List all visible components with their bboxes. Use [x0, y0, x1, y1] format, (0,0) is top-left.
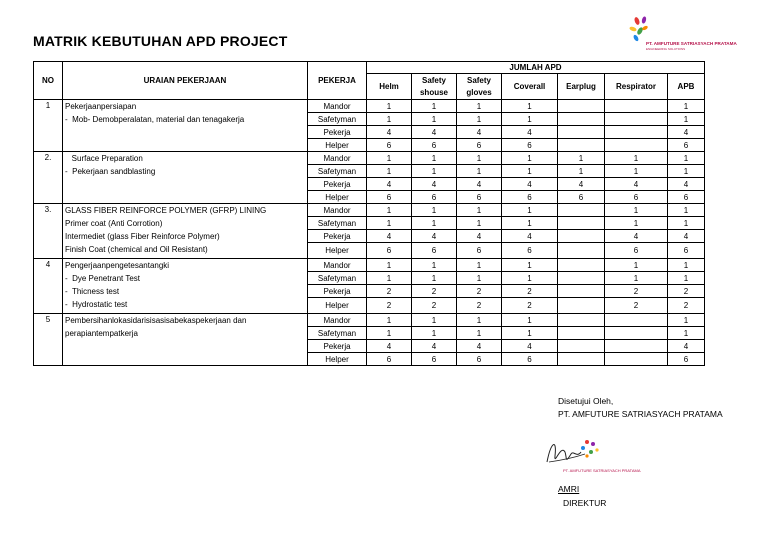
- apd-count-cell: [605, 314, 668, 327]
- apd-count-cell: 4: [502, 178, 558, 191]
- description-line: - Mob- Demobperalatan, material dan tenagakerja: [65, 115, 245, 124]
- worker-role: Helper: [308, 139, 367, 152]
- apd-count-cell: 6: [457, 139, 502, 152]
- header-uraian: URAIAN PEKERJAAN: [63, 62, 308, 100]
- group-number: 5: [34, 314, 63, 366]
- apd-matrix-table: [33, 61, 705, 366]
- header-apd-6: [668, 74, 705, 100]
- group-description: [63, 100, 308, 152]
- apd-count-cell: 4: [558, 178, 605, 191]
- apd-count-cell: 6: [412, 139, 457, 152]
- worker-role: Safetyman: [308, 113, 367, 126]
- apd-count-cell: 1: [668, 113, 705, 126]
- apd-count-cell: 1: [457, 272, 502, 285]
- apd-count-cell: 1: [367, 204, 412, 217]
- description-line: Primer coat (Anti Corrotion): [65, 219, 163, 228]
- apd-count-cell: 6: [367, 243, 412, 259]
- approver-company: PT. AMFUTURE SATRIASYACH PRATAMA: [558, 409, 723, 419]
- worker-role: Pekerja: [308, 126, 367, 139]
- apd-count-cell: [558, 100, 605, 113]
- apd-count-cell: 4: [502, 230, 558, 243]
- worker-role: Safetyman: [308, 327, 367, 340]
- apd-count-cell: 1: [367, 327, 412, 340]
- apd-count-cell: [605, 340, 668, 353]
- apd-count-cell: 4: [367, 230, 412, 243]
- apd-count-cell: 6: [367, 353, 412, 366]
- apd-count-cell: 1: [457, 217, 502, 230]
- apd-count-cell: 1: [605, 272, 668, 285]
- header-apd-label: Coverall: [513, 81, 546, 91]
- apd-count-cell: 1: [412, 204, 457, 217]
- apd-count-cell: 6: [668, 191, 705, 204]
- apd-count-cell: 6: [558, 191, 605, 204]
- approved-by-text: Disetujui Oleh,: [558, 396, 614, 406]
- logo-company-text: PT. AMFUTURE SATRIASYACH PRATAMA: [646, 41, 737, 46]
- apd-count-cell: [558, 126, 605, 139]
- apd-count-cell: 2: [367, 285, 412, 298]
- apd-count-cell: 1: [457, 152, 502, 165]
- header-no: NO: [34, 62, 63, 100]
- logo-tagline-text: ENGINEERING SOLUTIONS: [646, 47, 686, 51]
- apd-count-cell: 4: [412, 178, 457, 191]
- table-body: [34, 100, 705, 366]
- apd-count-cell: 4: [412, 340, 457, 353]
- header-apd-4: [558, 74, 605, 100]
- apd-count-cell: 1: [457, 327, 502, 340]
- worker-role: Mandor: [308, 314, 367, 327]
- apd-count-cell: 2: [412, 298, 457, 314]
- table-row: [34, 259, 705, 272]
- header-apd-3: [502, 74, 558, 100]
- apd-count-cell: 1: [367, 100, 412, 113]
- header-apd-5: [605, 74, 668, 100]
- worker-role: Pekerja: [308, 230, 367, 243]
- description-line: GLASS FIBER REINFORCE POLYMER (GFRP) LINING: [65, 206, 267, 215]
- apd-count-cell: [558, 243, 605, 259]
- header-apd-label: shouse: [419, 87, 448, 97]
- description-line: - Hydrostatic test: [65, 300, 128, 309]
- apd-count-cell: 6: [457, 243, 502, 259]
- apd-count-cell: [605, 353, 668, 366]
- apd-count-cell: 1: [502, 327, 558, 340]
- apd-count-cell: [558, 314, 605, 327]
- apd-count-cell: 1: [605, 152, 668, 165]
- apd-count-cell: 1: [605, 217, 668, 230]
- apd-count-cell: [558, 139, 605, 152]
- description-line: Pekerjaanpersiapan: [65, 102, 137, 111]
- apd-count-cell: 1: [412, 327, 457, 340]
- apd-count-cell: [605, 126, 668, 139]
- group-number: 2.: [34, 152, 63, 204]
- apd-count-cell: [558, 353, 605, 366]
- handwritten-signature-icon: [543, 432, 663, 480]
- worker-role: Pekerja: [308, 285, 367, 298]
- apd-count-cell: 4: [457, 126, 502, 139]
- apd-count-cell: 1: [367, 113, 412, 126]
- apd-count-cell: [558, 298, 605, 314]
- apd-count-cell: 6: [502, 353, 558, 366]
- group-number: 1: [34, 100, 63, 152]
- apd-count-cell: 1: [668, 204, 705, 217]
- header-apd-2: [457, 74, 502, 100]
- apd-count-cell: 1: [502, 259, 558, 272]
- apd-count-cell: 6: [502, 243, 558, 259]
- apd-count-cell: 1: [367, 314, 412, 327]
- apd-count-cell: 4: [457, 230, 502, 243]
- apd-count-cell: 1: [502, 100, 558, 113]
- apd-count-cell: 4: [605, 178, 668, 191]
- apd-count-cell: 2: [502, 298, 558, 314]
- apd-count-cell: [558, 340, 605, 353]
- apd-count-cell: [605, 327, 668, 340]
- apd-count-cell: 1: [412, 259, 457, 272]
- apd-count-cell: 1: [502, 113, 558, 126]
- apd-count-cell: 1: [502, 314, 558, 327]
- apd-count-cell: 1: [412, 113, 457, 126]
- apd-count-cell: 2: [668, 298, 705, 314]
- apd-count-cell: 1: [558, 165, 605, 178]
- table-row: [34, 204, 705, 217]
- apd-count-cell: 4: [412, 126, 457, 139]
- table-row: [34, 314, 705, 327]
- apd-count-cell: 4: [457, 178, 502, 191]
- group-description: [63, 314, 308, 366]
- apd-count-cell: 1: [605, 165, 668, 178]
- apd-count-cell: 2: [605, 285, 668, 298]
- apd-count-cell: 6: [367, 139, 412, 152]
- signature-stamp: [543, 432, 663, 480]
- group-number: 3.: [34, 204, 63, 259]
- header-pekerja: PEKERJA: [308, 62, 367, 100]
- worker-role: Mandor: [308, 259, 367, 272]
- apd-count-cell: [558, 217, 605, 230]
- worker-role: Safetyman: [308, 217, 367, 230]
- worker-role: Helper: [308, 243, 367, 259]
- apd-count-cell: 6: [457, 353, 502, 366]
- apd-count-cell: 1: [668, 165, 705, 178]
- signer-name: AMRI: [558, 484, 580, 494]
- apd-count-cell: 1: [457, 314, 502, 327]
- group-number: 4: [34, 259, 63, 314]
- apd-count-cell: 1: [367, 272, 412, 285]
- header-apd-label: Respirator: [615, 81, 656, 91]
- apd-count-cell: [558, 272, 605, 285]
- apd-count-cell: 2: [367, 298, 412, 314]
- apd-count-cell: 1: [457, 204, 502, 217]
- apd-count-cell: 4: [668, 178, 705, 191]
- apd-count-cell: 2: [668, 285, 705, 298]
- apd-count-cell: [558, 285, 605, 298]
- description-line: Pengerjaanpengetesantangki: [65, 261, 170, 270]
- stamp-company-text: PT. AMFUTURE SATRIASYACH PRATAMA: [563, 468, 641, 473]
- apd-count-cell: 4: [367, 178, 412, 191]
- apd-count-cell: 4: [502, 340, 558, 353]
- apd-count-cell: [558, 259, 605, 272]
- apd-count-cell: 1: [457, 100, 502, 113]
- description-line: - Pekerjaan sandblasting: [65, 167, 156, 176]
- group-description: [63, 152, 308, 204]
- header-apd-label: Earplug: [566, 81, 596, 91]
- apd-count-cell: 1: [502, 204, 558, 217]
- worker-role: Helper: [308, 353, 367, 366]
- worker-role: Mandor: [308, 100, 367, 113]
- apd-count-cell: 1: [668, 314, 705, 327]
- apd-count-cell: 6: [502, 191, 558, 204]
- worker-role: Safetyman: [308, 165, 367, 178]
- apd-count-cell: 1: [502, 272, 558, 285]
- apd-count-cell: 6: [668, 139, 705, 152]
- apd-count-cell: 2: [502, 285, 558, 298]
- worker-role: Safetyman: [308, 272, 367, 285]
- apd-count-cell: 4: [367, 126, 412, 139]
- header-apd-label: Safety: [421, 75, 446, 85]
- apd-count-cell: [558, 113, 605, 126]
- description-line: Intermediet (glass Fiber Reinforce Polymer): [65, 232, 220, 241]
- apd-count-cell: 6: [605, 191, 668, 204]
- group-description: [63, 259, 308, 314]
- apd-count-cell: 1: [605, 204, 668, 217]
- apd-count-cell: 6: [412, 191, 457, 204]
- approval-block: [558, 396, 723, 419]
- apd-count-cell: 1: [457, 113, 502, 126]
- apd-count-cell: 6: [668, 243, 705, 259]
- description-line: - Thicness test: [65, 287, 120, 296]
- apd-count-cell: 2: [457, 285, 502, 298]
- table-row: [34, 152, 705, 165]
- apd-count-cell: 1: [605, 259, 668, 272]
- apd-count-cell: 4: [668, 126, 705, 139]
- apd-count-cell: 1: [457, 259, 502, 272]
- header-apd-label: APB: [677, 81, 695, 91]
- apd-count-cell: 4: [457, 340, 502, 353]
- apd-count-cell: 1: [668, 259, 705, 272]
- worker-role: Pekerja: [308, 340, 367, 353]
- header-apd-label: gloves: [466, 87, 492, 97]
- apd-count-cell: 6: [412, 353, 457, 366]
- worker-role: Helper: [308, 191, 367, 204]
- apd-count-cell: [605, 113, 668, 126]
- apd-count-cell: 1: [412, 100, 457, 113]
- apd-count-cell: 6: [457, 191, 502, 204]
- apd-count-cell: 1: [668, 327, 705, 340]
- apd-count-cell: 2: [412, 285, 457, 298]
- apd-count-cell: 1: [412, 152, 457, 165]
- worker-role: Pekerja: [308, 178, 367, 191]
- apd-count-cell: 1: [412, 314, 457, 327]
- apd-count-cell: 1: [668, 100, 705, 113]
- apd-count-cell: 4: [367, 340, 412, 353]
- apd-count-cell: 1: [668, 272, 705, 285]
- apd-count-cell: 4: [668, 340, 705, 353]
- description-line: Pembersihanlokasidarisisasisabekaspekerjaan dan: [65, 316, 247, 325]
- apd-count-cell: 1: [668, 217, 705, 230]
- apd-count-cell: [558, 327, 605, 340]
- apd-count-cell: 6: [668, 353, 705, 366]
- description-line: perapiantempatkerja: [65, 329, 138, 338]
- apd-count-cell: 1: [502, 152, 558, 165]
- apd-count-cell: 6: [367, 191, 412, 204]
- stamp-logo-icon: [581, 440, 599, 458]
- apd-count-cell: 1: [502, 217, 558, 230]
- description-line: - Dye Penetrant Test: [65, 274, 140, 283]
- description-line: Surface Preparation: [65, 154, 143, 163]
- document-title: MATRIK KEBUTUHAN APD PROJECT: [33, 33, 288, 49]
- apd-count-cell: 6: [605, 243, 668, 259]
- worker-role: Mandor: [308, 152, 367, 165]
- apd-count-cell: 1: [412, 217, 457, 230]
- apd-count-cell: 2: [457, 298, 502, 314]
- apd-count-cell: 2: [605, 298, 668, 314]
- apd-count-cell: 1: [367, 259, 412, 272]
- apd-count-cell: 6: [502, 139, 558, 152]
- apd-count-cell: 1: [457, 165, 502, 178]
- apd-count-cell: 1: [412, 272, 457, 285]
- apd-count-cell: 4: [502, 126, 558, 139]
- apd-count-cell: 1: [367, 217, 412, 230]
- apd-count-cell: 1: [367, 152, 412, 165]
- apd-count-cell: 1: [412, 165, 457, 178]
- apd-count-cell: 4: [668, 230, 705, 243]
- apd-count-cell: 1: [558, 152, 605, 165]
- group-description: [63, 204, 308, 259]
- apd-count-cell: 1: [502, 165, 558, 178]
- apd-count-cell: 4: [605, 230, 668, 243]
- apd-count-cell: [558, 204, 605, 217]
- apd-count-cell: 6: [412, 243, 457, 259]
- apd-count-cell: 1: [367, 165, 412, 178]
- company-logo: [628, 16, 738, 56]
- apd-count-cell: [605, 100, 668, 113]
- header-apd-label: Safety: [466, 75, 491, 85]
- description-line: Finish Coat (chemical and Oil Resistant): [65, 245, 208, 254]
- apd-count-cell: 1: [668, 152, 705, 165]
- header-apd-label: Helm: [379, 81, 399, 91]
- worker-role: Helper: [308, 298, 367, 314]
- header-apd-0: [367, 74, 412, 100]
- worker-role: Mandor: [308, 204, 367, 217]
- header-apd-1: [412, 74, 457, 100]
- header-jumlah-apd: JUMLAH APD: [367, 62, 705, 74]
- apd-count-cell: [558, 230, 605, 243]
- table-header: [34, 62, 705, 100]
- apd-count-cell: [605, 139, 668, 152]
- apd-count-cell: 4: [412, 230, 457, 243]
- signer-position: DIREKTUR: [563, 498, 607, 508]
- table-row: [34, 100, 705, 113]
